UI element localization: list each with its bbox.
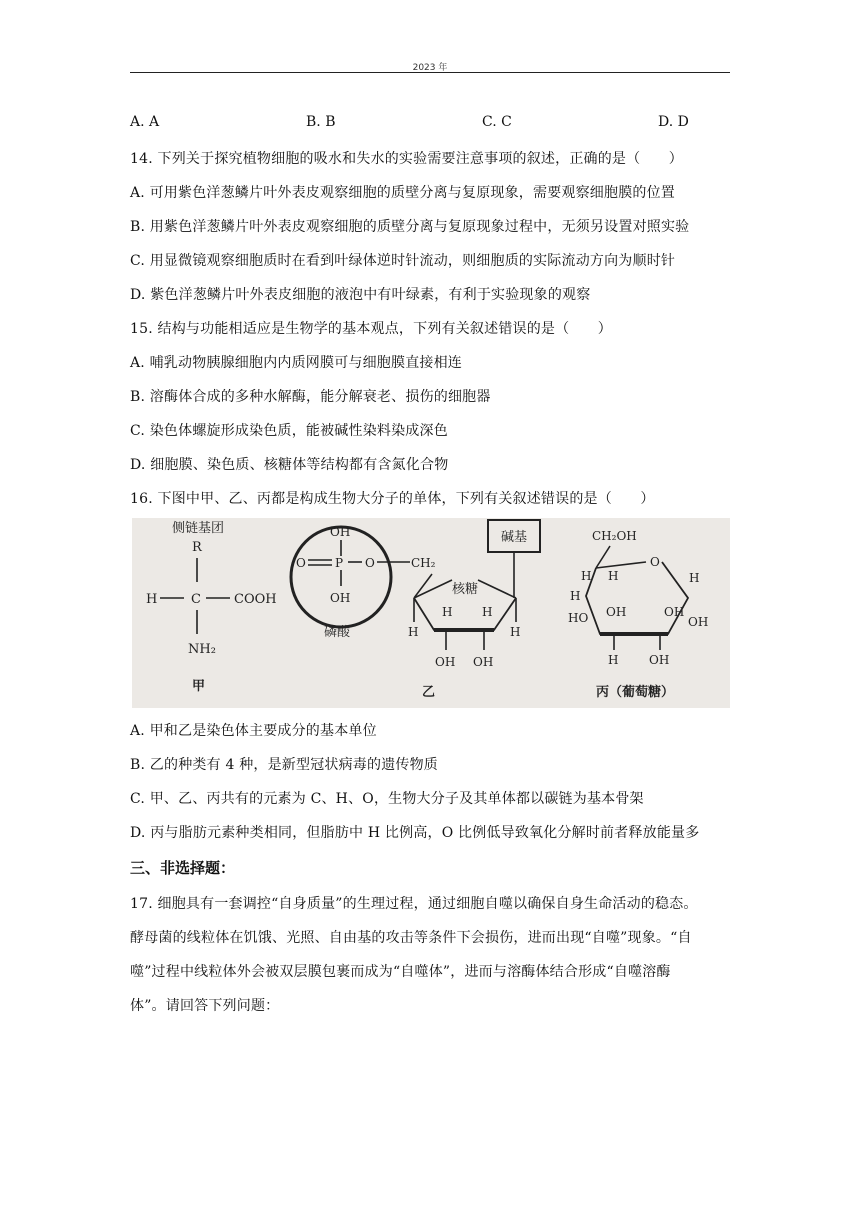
q15-option-d: D. 细胞膜、染色质、核糖体等结构都有含氮化合物: [130, 457, 449, 473]
q16-option-a: A. 甲和乙是染色体主要成分的基本单位: [130, 723, 377, 739]
q17-line-2: 酵母菌的线粒体在饥饿、光照、自由基的攻击等条件下会损伤，进而出现“自噬”现象。“自: [130, 930, 692, 946]
amino-amino-group: NH₂: [188, 642, 216, 657]
label-yi: 乙: [422, 685, 436, 700]
q16-stem: 16. 下图中甲、乙、丙都是构成生物大分子的单体，下列有关叙述错误的是（ ）: [130, 491, 655, 507]
phosphate-p: P: [335, 556, 344, 570]
ribose-oh-left: OH: [435, 655, 456, 669]
phosphate-double-o: O: [296, 556, 306, 570]
q15-option-c: C. 染色体螺旋形成染色质，能被碱性染料染成深色: [130, 423, 448, 439]
q14-option-b: B. 用紫色洋葱鳞片叶外表皮观察细胞的质壁分离与复原现象过程中，无须另设置对照实验: [130, 219, 690, 235]
nucleotide-structure: [291, 520, 540, 700]
q13-option-d: D. D: [658, 114, 689, 130]
phosphate-label: 磷酸: [324, 625, 351, 640]
amino-acid-structure: [146, 521, 277, 694]
q17-line-4: 体”。请回答下列问题：: [130, 998, 280, 1014]
side-chain-label: 侧链基团: [172, 521, 225, 536]
page-header-year: 2023 年: [412, 63, 448, 73]
q14-option-d: D. 紫色洋葱鳞片叶外表皮细胞的液泡中有叶绿素，有利于实验现象的观察: [130, 287, 591, 303]
monomer-structure-svg: [132, 518, 730, 708]
q15-option-b: B. 溶酶体合成的多种水解酶，能分解衰老、损伤的细胞器: [130, 389, 491, 405]
glucose-oh-b: OH: [664, 605, 685, 619]
ribose-h1: H: [442, 605, 453, 619]
glucose-h-c: H: [581, 569, 592, 583]
ribose-ch2: CH₂: [411, 556, 436, 570]
q16-option-b: B. 乙的种类有 4 种，是新型冠状病毒的遗传物质: [130, 757, 438, 773]
amino-alpha-carbon: C: [191, 592, 201, 607]
q15-option-a: A. 哺乳动物胰腺细胞内内质网膜可与细胞膜直接相连: [130, 355, 463, 371]
phosphate-oh-top: OH: [330, 525, 351, 539]
glucose-h-a: H: [608, 569, 619, 583]
glucose-oh-d: OH: [649, 653, 670, 667]
glucose-ch2oh: CH₂OH: [592, 529, 637, 543]
glucose-h-b: H: [689, 571, 700, 585]
q15-stem: 15. 结构与功能相适应是生物学的基本观点，下列有关叙述错误的是（ ）: [130, 321, 612, 337]
ribose-label: 核糖: [452, 582, 479, 597]
glucose-oh-c: OH: [688, 615, 709, 629]
q17-line-3: 噬”过程中线粒体外会被双层膜包裹而成为“自噬体”，进而与溶酶体结合形成“自噬溶酶: [130, 964, 671, 980]
nitrogen-base-label: 碱基: [501, 530, 528, 545]
q17-line-1: 17. 细胞具有一套调控“自身质量”的生理过程，通过细胞自噬以确保自身生命活动的稳态。: [130, 896, 698, 912]
q13-option-c: C. C: [482, 114, 512, 130]
label-bing: 丙（葡萄糖）: [596, 685, 675, 700]
ribose-oh-right: OH: [473, 655, 494, 669]
q14-option-a: A. 可用紫色洋葱鳞片叶外表皮观察细胞的质壁分离与复原现象，需要观察细胞膜的位置: [130, 185, 676, 201]
label-jia: 甲: [192, 679, 206, 694]
glucose-h-e: H: [570, 589, 581, 603]
ribose-h3: H: [408, 625, 419, 639]
phosphate-oh-bottom: OH: [330, 591, 351, 605]
q13-option-a: A. A: [130, 114, 160, 130]
q14-stem: 14. 下列关于探究植物细胞的吸水和失水的实验需要注意事项的叙述，正确的是（ ）: [130, 151, 683, 167]
q16-option-c: C. 甲、乙、丙共有的元素为 C、H、O，生物大分子及其单体都以碳链为基本骨架: [130, 791, 644, 807]
q14-option-c: C. 用显微镜观察细胞质时在看到叶绿体逆时针流动，则细胞质的实际流动方向为顺时针: [130, 253, 676, 269]
glucose-ho: HO: [568, 611, 589, 625]
q16-option-d: D. 丙与脂肪元素种类相同，但脂肪中 H 比例高，O 比例低导致氧化分解时前者释放能量多: [130, 825, 700, 841]
monomer-structure-figure: [132, 518, 730, 708]
section-heading: 三、非选择题：: [130, 859, 236, 877]
ribose-h4: H: [510, 625, 521, 639]
glucose-h-d: H: [608, 653, 619, 667]
q13-option-b: B. B: [306, 114, 336, 130]
amino-carboxyl: COOH: [234, 592, 277, 607]
amino-h: H: [146, 592, 158, 607]
ribose-h2: H: [482, 605, 493, 619]
glucose-ring-o: O: [650, 555, 660, 569]
phosphate-ester-o: O: [365, 556, 375, 570]
glucose-oh-a: OH: [606, 605, 627, 619]
header-rule: [130, 72, 730, 73]
amino-r-group: R: [192, 540, 202, 555]
glucose-structure: [568, 529, 708, 700]
